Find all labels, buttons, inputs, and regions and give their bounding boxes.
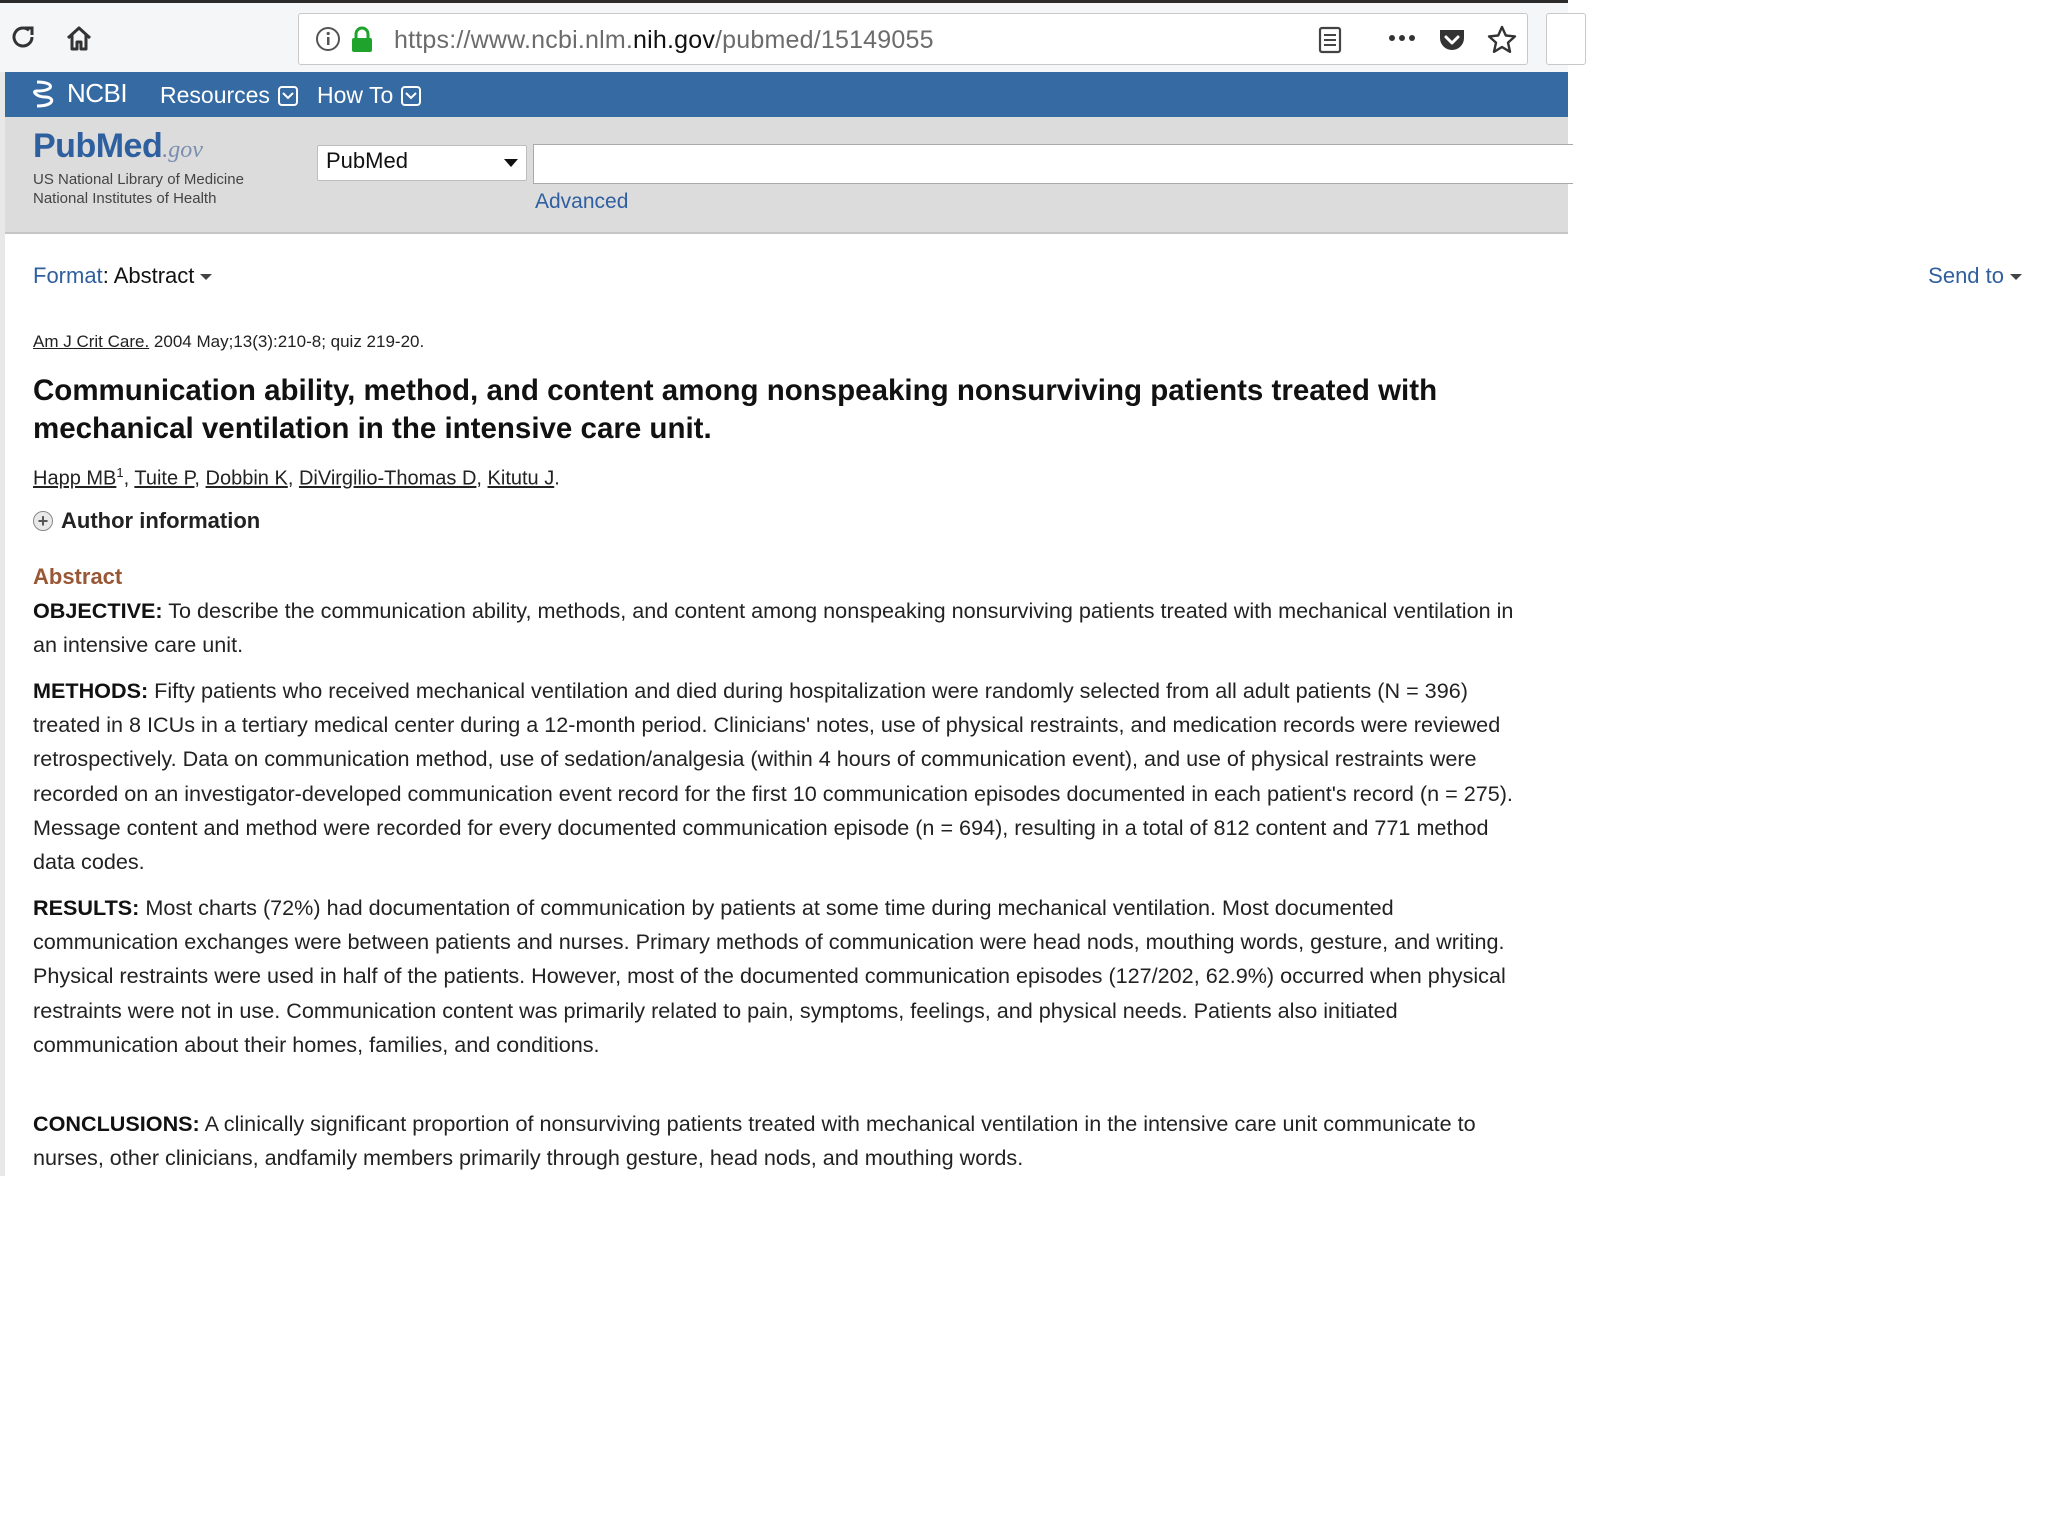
- section-label: METHODS:: [33, 678, 149, 703]
- reload-icon[interactable]: [6, 21, 40, 55]
- ncbi-nav-bar: [5, 72, 1568, 117]
- journal-link[interactable]: Am J Crit Care.: [33, 332, 150, 351]
- left-edge: [0, 72, 5, 1176]
- chevron-down-icon: [401, 86, 421, 106]
- browser-toolbar: [0, 0, 1568, 72]
- ncbi-logo-text: NCBI: [67, 78, 128, 108]
- section-text: A clinically significant proportion of nonsurviving patients treated with mechanical ventilation in the intensive care unit communicate to nurses, other clinicians, andfamily members primarily through gesture, head nods, and mouthing words.: [33, 1111, 1476, 1171]
- section-label: OBJECTIVE:: [33, 598, 163, 623]
- secure-lock-icon[interactable]: [349, 26, 375, 59]
- abstract-objective: [33, 594, 1533, 662]
- url-path: /pubmed/15149055: [715, 26, 934, 54]
- ncbi-helix-icon: [33, 79, 59, 109]
- database-select-value: PubMed: [326, 148, 408, 173]
- send-to-label: Send to: [1928, 263, 2004, 288]
- advanced-search-link[interactable]: Advanced: [535, 190, 629, 213]
- affiliation-superscript[interactable]: 1: [116, 465, 124, 480]
- caret-down-icon: [2010, 274, 2022, 280]
- abstract-results: [33, 891, 1533, 1062]
- chevron-down-icon: [278, 86, 298, 106]
- database-select[interactable]: [317, 145, 527, 181]
- how-to-menu-label: How To: [317, 82, 394, 108]
- url-host: nih.gov: [633, 26, 716, 54]
- author-link[interactable]: Kitutu J: [487, 467, 555, 490]
- browser-search-box[interactable]: [1546, 13, 1586, 65]
- nlm-subtitle: US National Library of Medicine: [33, 171, 244, 188]
- format-value: Abstract: [113, 263, 195, 288]
- reader-view-icon[interactable]: [1317, 25, 1343, 60]
- citation-details: 2004 May;13(3):210-8; quiz 219-20.: [153, 332, 425, 351]
- pocket-icon[interactable]: [1437, 25, 1467, 60]
- author-link[interactable]: DiVirgilio-Thomas D: [298, 467, 477, 490]
- author-link[interactable]: Dobbin K: [205, 467, 288, 490]
- ncbi-logo[interactable]: [33, 78, 127, 109]
- format-label: Format: [33, 263, 103, 288]
- section-text: Most charts (72%) had documentation of communication by patients at some time during mechanical ventilation. Most documented communication exchanges were between patients and nurses. Primary methods of communication were head nods, mouthing words, gesture, and writing. Physical restraints were used in half of the patients. However, most of the documented communication episodes (127/202, 62.9%) occurred when physical restraints were not in use. Communication content was primarily related to pain, symptoms, feelings, and physical needs. Patients also initiated communication about their homes, families, and conditions.: [33, 895, 1506, 1057]
- section-text: To describe the communication ability, methods, and content among nonspeaking nonsurviving patients treated with mechanical ventilation in an intensive care unit.: [33, 598, 1514, 658]
- pubmed-header: [5, 117, 1568, 234]
- pubmed-gov-suffix: .gov: [162, 137, 203, 163]
- more-actions-icon[interactable]: [1387, 28, 1419, 53]
- author-information-label: Author information: [61, 508, 261, 533]
- abstract-methods: [33, 674, 1533, 879]
- address-bar[interactable]: [298, 13, 1528, 65]
- citation: [33, 332, 424, 352]
- author-information-toggle[interactable]: [33, 508, 260, 534]
- caret-down-icon: [200, 274, 212, 280]
- url-prefix: https://www.ncbi.nlm.: [394, 26, 634, 54]
- how-to-menu[interactable]: [317, 82, 421, 109]
- expand-plus-icon: +: [33, 511, 53, 531]
- nih-subtitle: National Institutes of Health: [33, 190, 217, 207]
- url-text[interactable]: [394, 26, 934, 55]
- abstract-heading: Abstract: [33, 564, 123, 589]
- author-list: Happ $MB^1$, Tuite P, Dobbin K, DiVirgilio-Thomas D, Kitutu J.: [33, 465, 560, 490]
- pubmed-wordmark: PubMed: [33, 127, 163, 165]
- section-text: Fifty patients who received mechanical ventilation and died during hospitalization were randomly selected from all adult patients (N = 396) treated in 8 ICUs in a tertiary medical center during a 12-month period. Clinicians' notes, use of physical restraints, and medication records were reviewed retrospectively. Data on communication method, use of sedation/analgesia (within 4 hours of communication event), and use of physical restraints were recorded on an investigator-developed communication event record for the first 10 communication episodes documented in each patient's record (n = 275). Message content and method were recorded for every documented communication episode (n = 694), resulting in a total of 812 content and 771 method data codes.: [33, 678, 1513, 875]
- send-to-menu[interactable]: [1928, 263, 2022, 289]
- article-title: Communication ability, method, and content among nonspeaking nonsurviving patients treated with mechanical ventilation in the intensive care unit.: [33, 374, 1438, 445]
- resources-menu-label: Resources: [160, 82, 270, 108]
- home-icon[interactable]: [62, 21, 96, 55]
- section-label: CONCLUSIONS:: [33, 1111, 200, 1136]
- info-icon[interactable]: [315, 26, 341, 57]
- abstract-conclusions: [33, 1107, 1533, 1175]
- pubmed-logo[interactable]: [33, 127, 244, 208]
- dropdown-caret-icon: [504, 159, 518, 167]
- resources-menu[interactable]: [160, 82, 298, 109]
- section-label: RESULTS:: [33, 895, 140, 920]
- format-selector[interactable]: Format: Abstract: [33, 263, 212, 289]
- search-input[interactable]: [533, 144, 1573, 184]
- author-link[interactable]: Happ MB: [33, 467, 117, 490]
- author-link[interactable]: Tuite P: [134, 467, 195, 490]
- bookmark-star-icon[interactable]: [1486, 24, 1518, 61]
